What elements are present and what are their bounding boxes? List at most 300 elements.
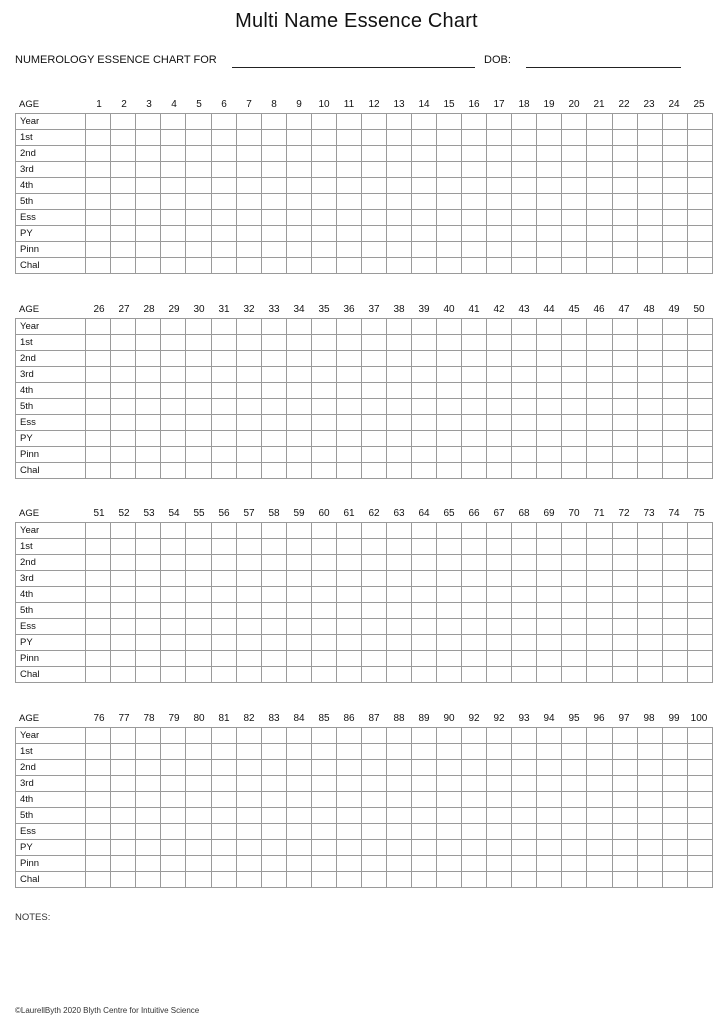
grid-cell[interactable] — [286, 619, 311, 635]
grid-cell[interactable] — [211, 571, 236, 587]
grid-cell[interactable] — [311, 824, 336, 840]
grid-cell[interactable] — [261, 114, 286, 130]
grid-cell[interactable] — [311, 335, 336, 351]
grid-cell[interactable] — [386, 114, 411, 130]
grid-cell[interactable] — [136, 130, 161, 146]
grid-cell[interactable] — [612, 399, 637, 415]
grid-cell[interactable] — [437, 808, 462, 824]
grid-cell[interactable] — [687, 178, 712, 194]
grid-cell[interactable] — [386, 840, 411, 856]
grid-cell[interactable] — [286, 447, 311, 463]
grid-cell[interactable] — [186, 571, 211, 587]
grid-cell[interactable] — [361, 258, 386, 274]
grid-cell[interactable] — [161, 760, 186, 776]
grid-cell[interactable] — [236, 808, 261, 824]
grid-cell[interactable] — [361, 178, 386, 194]
grid-cell[interactable] — [386, 523, 411, 539]
grid-cell[interactable] — [86, 523, 111, 539]
grid-cell[interactable] — [336, 635, 361, 651]
grid-cell[interactable] — [537, 776, 562, 792]
grid-cell[interactable] — [587, 760, 612, 776]
grid-cell[interactable] — [311, 431, 336, 447]
grid-cell[interactable] — [286, 383, 311, 399]
grid-cell[interactable] — [386, 856, 411, 872]
grid-cell[interactable] — [462, 130, 487, 146]
grid-cell[interactable] — [612, 194, 637, 210]
grid-cell[interactable] — [437, 431, 462, 447]
grid-cell[interactable] — [662, 130, 687, 146]
grid-cell[interactable] — [386, 146, 411, 162]
grid-cell[interactable] — [412, 146, 437, 162]
grid-cell[interactable] — [412, 872, 437, 888]
grid-cell[interactable] — [637, 319, 662, 335]
grid-cell[interactable] — [687, 872, 712, 888]
grid-cell[interactable] — [487, 447, 512, 463]
grid-cell[interactable] — [662, 539, 687, 555]
grid-cell[interactable] — [562, 539, 587, 555]
grid-cell[interactable] — [111, 319, 136, 335]
grid-cell[interactable] — [261, 415, 286, 431]
grid-cell[interactable] — [111, 856, 136, 872]
grid-cell[interactable] — [236, 210, 261, 226]
grid-cell[interactable] — [336, 178, 361, 194]
grid-cell[interactable] — [462, 619, 487, 635]
grid-cell[interactable] — [261, 399, 286, 415]
grid-cell[interactable] — [412, 162, 437, 178]
grid-cell[interactable] — [637, 744, 662, 760]
grid-cell[interactable] — [286, 728, 311, 744]
grid-cell[interactable] — [662, 555, 687, 571]
grid-cell[interactable] — [637, 792, 662, 808]
grid-cell[interactable] — [111, 744, 136, 760]
grid-cell[interactable] — [687, 539, 712, 555]
grid-cell[interactable] — [487, 555, 512, 571]
grid-cell[interactable] — [612, 162, 637, 178]
grid-cell[interactable] — [537, 226, 562, 242]
grid-cell[interactable] — [437, 226, 462, 242]
grid-cell[interactable] — [386, 760, 411, 776]
grid-cell[interactable] — [286, 651, 311, 667]
grid-cell[interactable] — [437, 242, 462, 258]
grid-cell[interactable] — [537, 335, 562, 351]
grid-cell[interactable] — [261, 539, 286, 555]
grid-cell[interactable] — [687, 210, 712, 226]
grid-cell[interactable] — [261, 431, 286, 447]
grid-cell[interactable] — [136, 178, 161, 194]
grid-cell[interactable] — [236, 319, 261, 335]
grid-cell[interactable] — [612, 383, 637, 399]
grid-cell[interactable] — [111, 603, 136, 619]
grid-cell[interactable] — [612, 571, 637, 587]
grid-cell[interactable] — [136, 114, 161, 130]
grid-cell[interactable] — [662, 776, 687, 792]
grid-cell[interactable] — [236, 226, 261, 242]
grid-cell[interactable] — [311, 351, 336, 367]
grid-cell[interactable] — [311, 523, 336, 539]
grid-cell[interactable] — [311, 856, 336, 872]
grid-cell[interactable] — [86, 226, 111, 242]
grid-cell[interactable] — [86, 571, 111, 587]
grid-cell[interactable] — [512, 728, 537, 744]
grid-cell[interactable] — [311, 619, 336, 635]
grid-cell[interactable] — [587, 523, 612, 539]
grid-cell[interactable] — [336, 335, 361, 351]
grid-cell[interactable] — [236, 367, 261, 383]
grid-cell[interactable] — [612, 667, 637, 683]
grid-cell[interactable] — [512, 335, 537, 351]
grid-cell[interactable] — [186, 856, 211, 872]
grid-cell[interactable] — [161, 242, 186, 258]
grid-cell[interactable] — [286, 162, 311, 178]
grid-cell[interactable] — [412, 744, 437, 760]
grid-cell[interactable] — [437, 178, 462, 194]
grid-cell[interactable] — [86, 242, 111, 258]
grid-cell[interactable] — [261, 760, 286, 776]
grid-cell[interactable] — [136, 226, 161, 242]
grid-cell[interactable] — [361, 130, 386, 146]
grid-cell[interactable] — [211, 319, 236, 335]
grid-cell[interactable] — [186, 651, 211, 667]
grid-cell[interactable] — [437, 760, 462, 776]
grid-cell[interactable] — [687, 856, 712, 872]
grid-cell[interactable] — [487, 319, 512, 335]
grid-cell[interactable] — [487, 872, 512, 888]
grid-cell[interactable] — [587, 808, 612, 824]
grid-cell[interactable] — [136, 776, 161, 792]
grid-cell[interactable] — [562, 114, 587, 130]
grid-cell[interactable] — [386, 619, 411, 635]
grid-cell[interactable] — [662, 792, 687, 808]
grid-cell[interactable] — [637, 415, 662, 431]
grid-cell[interactable] — [161, 130, 186, 146]
grid-cell[interactable] — [612, 242, 637, 258]
grid-cell[interactable] — [687, 130, 712, 146]
grid-cell[interactable] — [437, 258, 462, 274]
grid-cell[interactable] — [311, 667, 336, 683]
grid-cell[interactable] — [612, 635, 637, 651]
grid-cell[interactable] — [336, 258, 361, 274]
grid-cell[interactable] — [587, 635, 612, 651]
grid-cell[interactable] — [612, 146, 637, 162]
grid-cell[interactable] — [612, 178, 637, 194]
grid-cell[interactable] — [186, 351, 211, 367]
grid-cell[interactable] — [487, 760, 512, 776]
grid-cell[interactable] — [637, 335, 662, 351]
grid-cell[interactable] — [637, 651, 662, 667]
grid-cell[interactable] — [386, 776, 411, 792]
grid-cell[interactable] — [437, 619, 462, 635]
grid-cell[interactable] — [662, 319, 687, 335]
grid-cell[interactable] — [662, 162, 687, 178]
grid-cell[interactable] — [186, 130, 211, 146]
grid-cell[interactable] — [86, 744, 111, 760]
grid-cell[interactable] — [487, 539, 512, 555]
grid-cell[interactable] — [186, 335, 211, 351]
grid-cell[interactable] — [537, 523, 562, 539]
grid-cell[interactable] — [361, 431, 386, 447]
grid-cell[interactable] — [512, 872, 537, 888]
grid-cell[interactable] — [412, 226, 437, 242]
grid-cell[interactable] — [562, 383, 587, 399]
grid-cell[interactable] — [512, 856, 537, 872]
grid-cell[interactable] — [512, 824, 537, 840]
grid-cell[interactable] — [286, 351, 311, 367]
grid-cell[interactable] — [437, 856, 462, 872]
grid-cell[interactable] — [537, 319, 562, 335]
grid-cell[interactable] — [562, 776, 587, 792]
grid-cell[interactable] — [462, 667, 487, 683]
grid-cell[interactable] — [136, 383, 161, 399]
grid-cell[interactable] — [412, 792, 437, 808]
grid-cell[interactable] — [86, 415, 111, 431]
grid-cell[interactable] — [211, 447, 236, 463]
grid-cell[interactable] — [537, 367, 562, 383]
grid-cell[interactable] — [687, 523, 712, 539]
grid-cell[interactable] — [236, 555, 261, 571]
grid-cell[interactable] — [86, 651, 111, 667]
grid-cell[interactable] — [286, 872, 311, 888]
grid-cell[interactable] — [361, 226, 386, 242]
grid-cell[interactable] — [512, 808, 537, 824]
grid-cell[interactable] — [161, 571, 186, 587]
grid-cell[interactable] — [462, 226, 487, 242]
grid-cell[interactable] — [612, 258, 637, 274]
grid-cell[interactable] — [662, 603, 687, 619]
grid-cell[interactable] — [562, 242, 587, 258]
grid-cell[interactable] — [537, 539, 562, 555]
grid-cell[interactable] — [111, 146, 136, 162]
grid-cell[interactable] — [236, 351, 261, 367]
grid-cell[interactable] — [286, 431, 311, 447]
grid-cell[interactable] — [587, 146, 612, 162]
grid-cell[interactable] — [261, 728, 286, 744]
grid-cell[interactable] — [587, 667, 612, 683]
grid-cell[interactable] — [236, 130, 261, 146]
grid-cell[interactable] — [637, 463, 662, 479]
grid-cell[interactable] — [512, 463, 537, 479]
grid-cell[interactable] — [361, 539, 386, 555]
grid-cell[interactable] — [161, 667, 186, 683]
grid-cell[interactable] — [111, 114, 136, 130]
grid-cell[interactable] — [487, 210, 512, 226]
grid-cell[interactable] — [412, 667, 437, 683]
grid-cell[interactable] — [687, 367, 712, 383]
grid-cell[interactable] — [161, 840, 186, 856]
grid-cell[interactable] — [587, 728, 612, 744]
grid-cell[interactable] — [437, 194, 462, 210]
grid-cell[interactable] — [336, 399, 361, 415]
grid-cell[interactable] — [687, 226, 712, 242]
grid-cell[interactable] — [236, 242, 261, 258]
grid-cell[interactable] — [562, 162, 587, 178]
grid-cell[interactable] — [261, 226, 286, 242]
grid-cell[interactable] — [562, 872, 587, 888]
grid-cell[interactable] — [587, 555, 612, 571]
grid-cell[interactable] — [186, 415, 211, 431]
grid-cell[interactable] — [236, 776, 261, 792]
grid-cell[interactable] — [512, 399, 537, 415]
grid-cell[interactable] — [111, 383, 136, 399]
grid-cell[interactable] — [261, 258, 286, 274]
grid-cell[interactable] — [236, 824, 261, 840]
grid-cell[interactable] — [512, 194, 537, 210]
grid-cell[interactable] — [311, 210, 336, 226]
grid-cell[interactable] — [386, 367, 411, 383]
grid-cell[interactable] — [612, 619, 637, 635]
grid-cell[interactable] — [537, 555, 562, 571]
grid-cell[interactable] — [336, 146, 361, 162]
grid-cell[interactable] — [261, 367, 286, 383]
grid-cell[interactable] — [537, 383, 562, 399]
grid-cell[interactable] — [311, 194, 336, 210]
grid-cell[interactable] — [261, 242, 286, 258]
grid-cell[interactable] — [512, 571, 537, 587]
grid-cell[interactable] — [86, 603, 111, 619]
grid-cell[interactable] — [662, 728, 687, 744]
grid-cell[interactable] — [311, 130, 336, 146]
grid-cell[interactable] — [336, 210, 361, 226]
grid-cell[interactable] — [286, 571, 311, 587]
grid-cell[interactable] — [512, 760, 537, 776]
grid-cell[interactable] — [161, 178, 186, 194]
grid-cell[interactable] — [562, 856, 587, 872]
grid-cell[interactable] — [361, 523, 386, 539]
grid-cell[interactable] — [136, 808, 161, 824]
grid-cell[interactable] — [386, 587, 411, 603]
grid-cell[interactable] — [236, 635, 261, 651]
grid-cell[interactable] — [261, 792, 286, 808]
grid-cell[interactable] — [512, 130, 537, 146]
grid-cell[interactable] — [386, 162, 411, 178]
grid-cell[interactable] — [186, 258, 211, 274]
grid-cell[interactable] — [261, 383, 286, 399]
grid-cell[interactable] — [186, 431, 211, 447]
grid-cell[interactable] — [687, 555, 712, 571]
grid-cell[interactable] — [286, 130, 311, 146]
grid-cell[interactable] — [487, 162, 512, 178]
grid-cell[interactable] — [412, 130, 437, 146]
grid-cell[interactable] — [687, 399, 712, 415]
grid-cell[interactable] — [437, 447, 462, 463]
grid-cell[interactable] — [562, 194, 587, 210]
grid-cell[interactable] — [437, 635, 462, 651]
grid-cell[interactable] — [687, 619, 712, 635]
grid-cell[interactable] — [587, 367, 612, 383]
grid-cell[interactable] — [687, 776, 712, 792]
grid-cell[interactable] — [637, 619, 662, 635]
grid-cell[interactable] — [587, 587, 612, 603]
grid-cell[interactable] — [336, 523, 361, 539]
grid-cell[interactable] — [437, 463, 462, 479]
grid-cell[interactable] — [161, 792, 186, 808]
grid-cell[interactable] — [311, 603, 336, 619]
grid-cell[interactable] — [361, 651, 386, 667]
grid-cell[interactable] — [487, 776, 512, 792]
grid-cell[interactable] — [487, 130, 512, 146]
grid-cell[interactable] — [211, 760, 236, 776]
grid-cell[interactable] — [537, 744, 562, 760]
grid-cell[interactable] — [211, 226, 236, 242]
grid-cell[interactable] — [361, 856, 386, 872]
grid-cell[interactable] — [186, 603, 211, 619]
grid-cell[interactable] — [687, 792, 712, 808]
grid-cell[interactable] — [261, 635, 286, 651]
grid-cell[interactable] — [111, 351, 136, 367]
grid-cell[interactable] — [537, 635, 562, 651]
grid-cell[interactable] — [662, 760, 687, 776]
grid-cell[interactable] — [487, 194, 512, 210]
grid-cell[interactable] — [612, 431, 637, 447]
grid-cell[interactable] — [462, 856, 487, 872]
grid-cell[interactable] — [662, 447, 687, 463]
grid-cell[interactable] — [86, 399, 111, 415]
grid-cell[interactable] — [336, 162, 361, 178]
grid-cell[interactable] — [437, 651, 462, 667]
grid-cell[interactable] — [562, 603, 587, 619]
grid-cell[interactable] — [86, 463, 111, 479]
grid-cell[interactable] — [261, 351, 286, 367]
grid-cell[interactable] — [286, 258, 311, 274]
grid-cell[interactable] — [161, 447, 186, 463]
grid-cell[interactable] — [311, 760, 336, 776]
grid-cell[interactable] — [487, 744, 512, 760]
grid-cell[interactable] — [537, 178, 562, 194]
grid-cell[interactable] — [462, 635, 487, 651]
grid-cell[interactable] — [111, 667, 136, 683]
grid-cell[interactable] — [587, 399, 612, 415]
grid-cell[interactable] — [587, 776, 612, 792]
grid-cell[interactable] — [662, 415, 687, 431]
grid-cell[interactable] — [311, 178, 336, 194]
grid-cell[interactable] — [437, 776, 462, 792]
grid-cell[interactable] — [537, 130, 562, 146]
grid-cell[interactable] — [386, 383, 411, 399]
grid-cell[interactable] — [587, 162, 612, 178]
grid-cell[interactable] — [186, 447, 211, 463]
grid-cell[interactable] — [111, 872, 136, 888]
grid-cell[interactable] — [261, 667, 286, 683]
grid-cell[interactable] — [286, 856, 311, 872]
grid-cell[interactable] — [186, 728, 211, 744]
grid-cell[interactable] — [211, 463, 236, 479]
grid-cell[interactable] — [637, 447, 662, 463]
grid-cell[interactable] — [86, 728, 111, 744]
grid-cell[interactable] — [136, 760, 161, 776]
grid-cell[interactable] — [86, 776, 111, 792]
grid-cell[interactable] — [86, 808, 111, 824]
grid-cell[interactable] — [361, 776, 386, 792]
grid-cell[interactable] — [311, 555, 336, 571]
grid-cell[interactable] — [562, 667, 587, 683]
grid-cell[interactable] — [111, 571, 136, 587]
grid-cell[interactable] — [86, 587, 111, 603]
grid-cell[interactable] — [637, 840, 662, 856]
grid-cell[interactable] — [386, 728, 411, 744]
grid-cell[interactable] — [161, 210, 186, 226]
grid-cell[interactable] — [361, 808, 386, 824]
grid-cell[interactable] — [311, 114, 336, 130]
grid-cell[interactable] — [587, 571, 612, 587]
grid-cell[interactable] — [662, 114, 687, 130]
grid-cell[interactable] — [211, 130, 236, 146]
grid-cell[interactable] — [462, 824, 487, 840]
grid-cell[interactable] — [487, 824, 512, 840]
grid-cell[interactable] — [311, 571, 336, 587]
grid-cell[interactable] — [487, 856, 512, 872]
grid-cell[interactable] — [662, 226, 687, 242]
grid-cell[interactable] — [662, 635, 687, 651]
grid-cell[interactable] — [236, 667, 261, 683]
